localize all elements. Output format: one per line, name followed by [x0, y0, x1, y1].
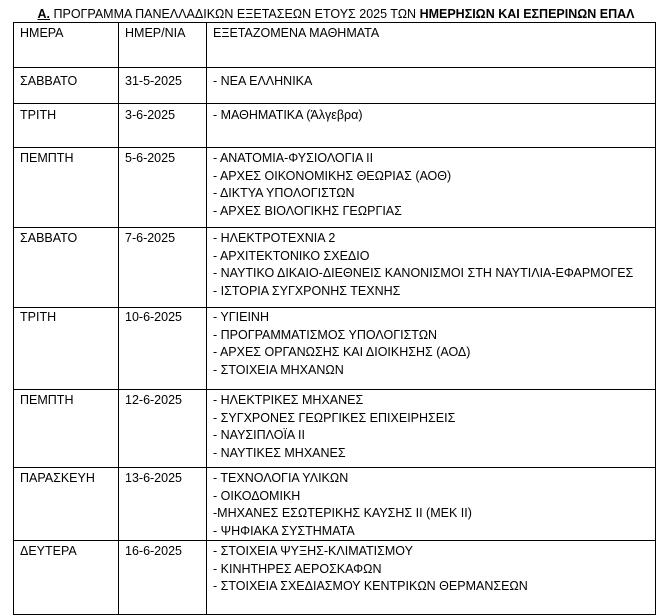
subject-item: - ΚΙΝΗΤΗΡΕΣ ΑΕΡΟΣΚΑΦΩΝ [213, 561, 382, 576]
row-subjects [207, 148, 656, 228]
subject-item: - ΝΕΑ ΕΛΛΗΝΙΚΑ [213, 74, 313, 88]
subject-item: - ΑΝΑΤΟΜΙΑ-ΦΥΣΙΟΛΟΓΙΑ ΙΙ [213, 151, 374, 165]
title-prefix: A. [37, 7, 50, 21]
table-row [14, 308, 656, 390]
row-date: 3-6-2025 [119, 104, 207, 148]
exam-schedule-body [14, 23, 656, 615]
row-day: ΔΕΥΤΕΡΑ [14, 541, 119, 615]
row-date: 5-6-2025 [119, 148, 207, 228]
row-subjects [207, 228, 656, 308]
row-subjects [207, 308, 656, 390]
row-subjects [207, 104, 656, 148]
subject-item: - ΗΛΕΚΤΡΟΤΕΧΝΙΑ 2 [213, 231, 336, 245]
subject-item: - ΤΕΧΝΟΛΟΓΙΑ ΥΛΙΚΩΝ [213, 471, 349, 485]
row-date: 10-6-2025 [119, 308, 207, 390]
title-middle: ΠΡΟΓΡΑΜΜΑ ΠΑΝΕΛΛΑΔΙΚΩΝ ΕΞΕΤΑΣΕΩΝ ΕΤΟΥΣ 2025 ΤΩΝ [49, 7, 420, 21]
subject-item: - ΑΡΧΕΣ ΒΙΟΛΟΓΙΚΗΣ ΓΕΩΡΓΙΑΣ [213, 203, 402, 218]
row-day: ΣΑΒΒΑΤΟ [14, 68, 119, 104]
table-row [14, 104, 656, 148]
row-day: ΤΡΙΤΗ [14, 104, 119, 148]
header-date: ΗΜΕΡ/ΝΙΑ [119, 23, 207, 68]
subject-item: - ΑΡΧΕΣ ΟΡΓΑΝΩΣΗΣ ΚΑΙ ΔΙΟΙΚΗΣΗΣ (ΑΟΔ) [213, 345, 471, 359]
row-date: 31-5-2025 [119, 68, 207, 104]
header-subjects: ΕΞΕΤΑΖΟΜΕΝΑ ΜΑΘΗΜΑΤΑ [207, 23, 656, 68]
subject-item: - ΙΣΤΟΡΙΑ ΣΥΓΧΡΟΝΗΣ ΤΕΧΝΗΣ [213, 283, 401, 298]
row-day: ΠΕΜΠΤΗ [14, 390, 119, 468]
title-emphasis: ΗΜΕΡΗΣΙΩΝ ΚΑΙ ΕΣΠΕΡΙΝΩΝ ΕΠΑΛ [419, 7, 635, 21]
row-day: ΣΑΒΒΑΤΟ [14, 228, 119, 308]
subject-item: - ΣΤΟΙΧΕΙΑ ΨΥΞΗΣ-ΚΛΙΜΑΤΙΣΜΟΥ [213, 544, 413, 558]
subject-item: - ΣΤΟΙΧΕΙΑ ΜΗΧΑΝΩΝ [213, 362, 344, 377]
subject-item: - ΝΑΥΤΙΚΟ ΔΙΚΑΙΟ-ΔΙΕΘΝΕΙΣ ΚΑΝΟΝΙΣΜΟΙ ΣΤΗ ΝΑΥΤΙΛΙΑ-ΕΦΑΡΜΟΓΕΣ [213, 266, 634, 280]
row-date: 12-6-2025 [119, 390, 207, 468]
row-date: 16-6-2025 [119, 541, 207, 615]
subject-item: - ΗΛΕΚΤΡΙΚΕΣ ΜΗΧΑΝΕΣ [213, 393, 364, 407]
row-day: ΠΑΡΑΣΚΕΥΗ [14, 468, 119, 541]
row-day: ΠΕΜΠΤΗ [14, 148, 119, 228]
table-header-row [14, 23, 656, 68]
subject-item: - ΑΡΧΙΤΕΚΤΟΝΙΚΟ ΣΧΕΔΙΟ [213, 248, 370, 263]
subject-item: - ΣΤΟΙΧΕΙΑ ΣΧΕΔΙΑΣΜΟΥ ΚΕΝΤΡΙΚΩΝ ΘΕΡΜΑΝΣΕΩΝ [213, 579, 528, 593]
subject-item: - ΝΑΥΤΙΚΕΣ ΜΗΧΑΝΕΣ [213, 445, 346, 460]
subject-item: - ΠΡΟΓΡΑΜΜΑΤΙΣΜΟΣ ΥΠΟΛΟΓΙΣΤΩΝ [213, 327, 438, 342]
subject-item: - ΔΙΚΤΥΑ ΥΠΟΛΟΓΙΣΤΩΝ [213, 186, 355, 200]
subject-item: - ΜΑΘΗΜΑΤΙΚΑ (Άλγεβρα) [213, 108, 363, 122]
subject-item: - ΝΑΥΣΙΠΛΟΪΑ ΙΙ [213, 428, 305, 442]
subject-item: -ΜΗΧΑΝΕΣ ΕΣΩΤΕΡΙΚΗΣ ΚΑΥΣΗΣ ΙΙ (ΜΕΚ ΙΙ) [213, 506, 472, 520]
subject-item: - ΨΗΦΙΑΚΑ ΣΥΣΤΗΜΑΤΑ [213, 523, 355, 538]
table-row [14, 541, 656, 615]
row-day: ΤΡΙΤΗ [14, 308, 119, 390]
row-subjects [207, 68, 656, 104]
table-row [14, 390, 656, 468]
exam-schedule-table [13, 22, 656, 615]
row-subjects [207, 468, 656, 541]
subject-item: - ΟΙΚΟΔΟΜΙΚΗ [213, 488, 301, 503]
header-day: ΗΜΕΡΑ [14, 23, 119, 68]
row-date: 7-6-2025 [119, 228, 207, 308]
table-row [14, 68, 656, 104]
table-row [14, 228, 656, 308]
table-row [14, 148, 656, 228]
subject-item: - ΣΥΓΧΡΟΝΕΣ ΓΕΩΡΓΙΚΕΣ ΕΠΙΧΕΙΡΗΣΕΙΣ [213, 410, 456, 425]
row-subjects [207, 390, 656, 468]
row-subjects [207, 541, 656, 615]
table-row [14, 468, 656, 541]
document-title [0, 6, 672, 22]
subject-item: - ΥΓΙΕΙΝΗ [213, 310, 269, 324]
row-date: 13-6-2025 [119, 468, 207, 541]
subject-item: - ΑΡΧΕΣ ΟΙΚΟΝΟΜΙΚΗΣ ΘΕΩΡΙΑΣ (ΑΟΘ) [213, 168, 452, 183]
